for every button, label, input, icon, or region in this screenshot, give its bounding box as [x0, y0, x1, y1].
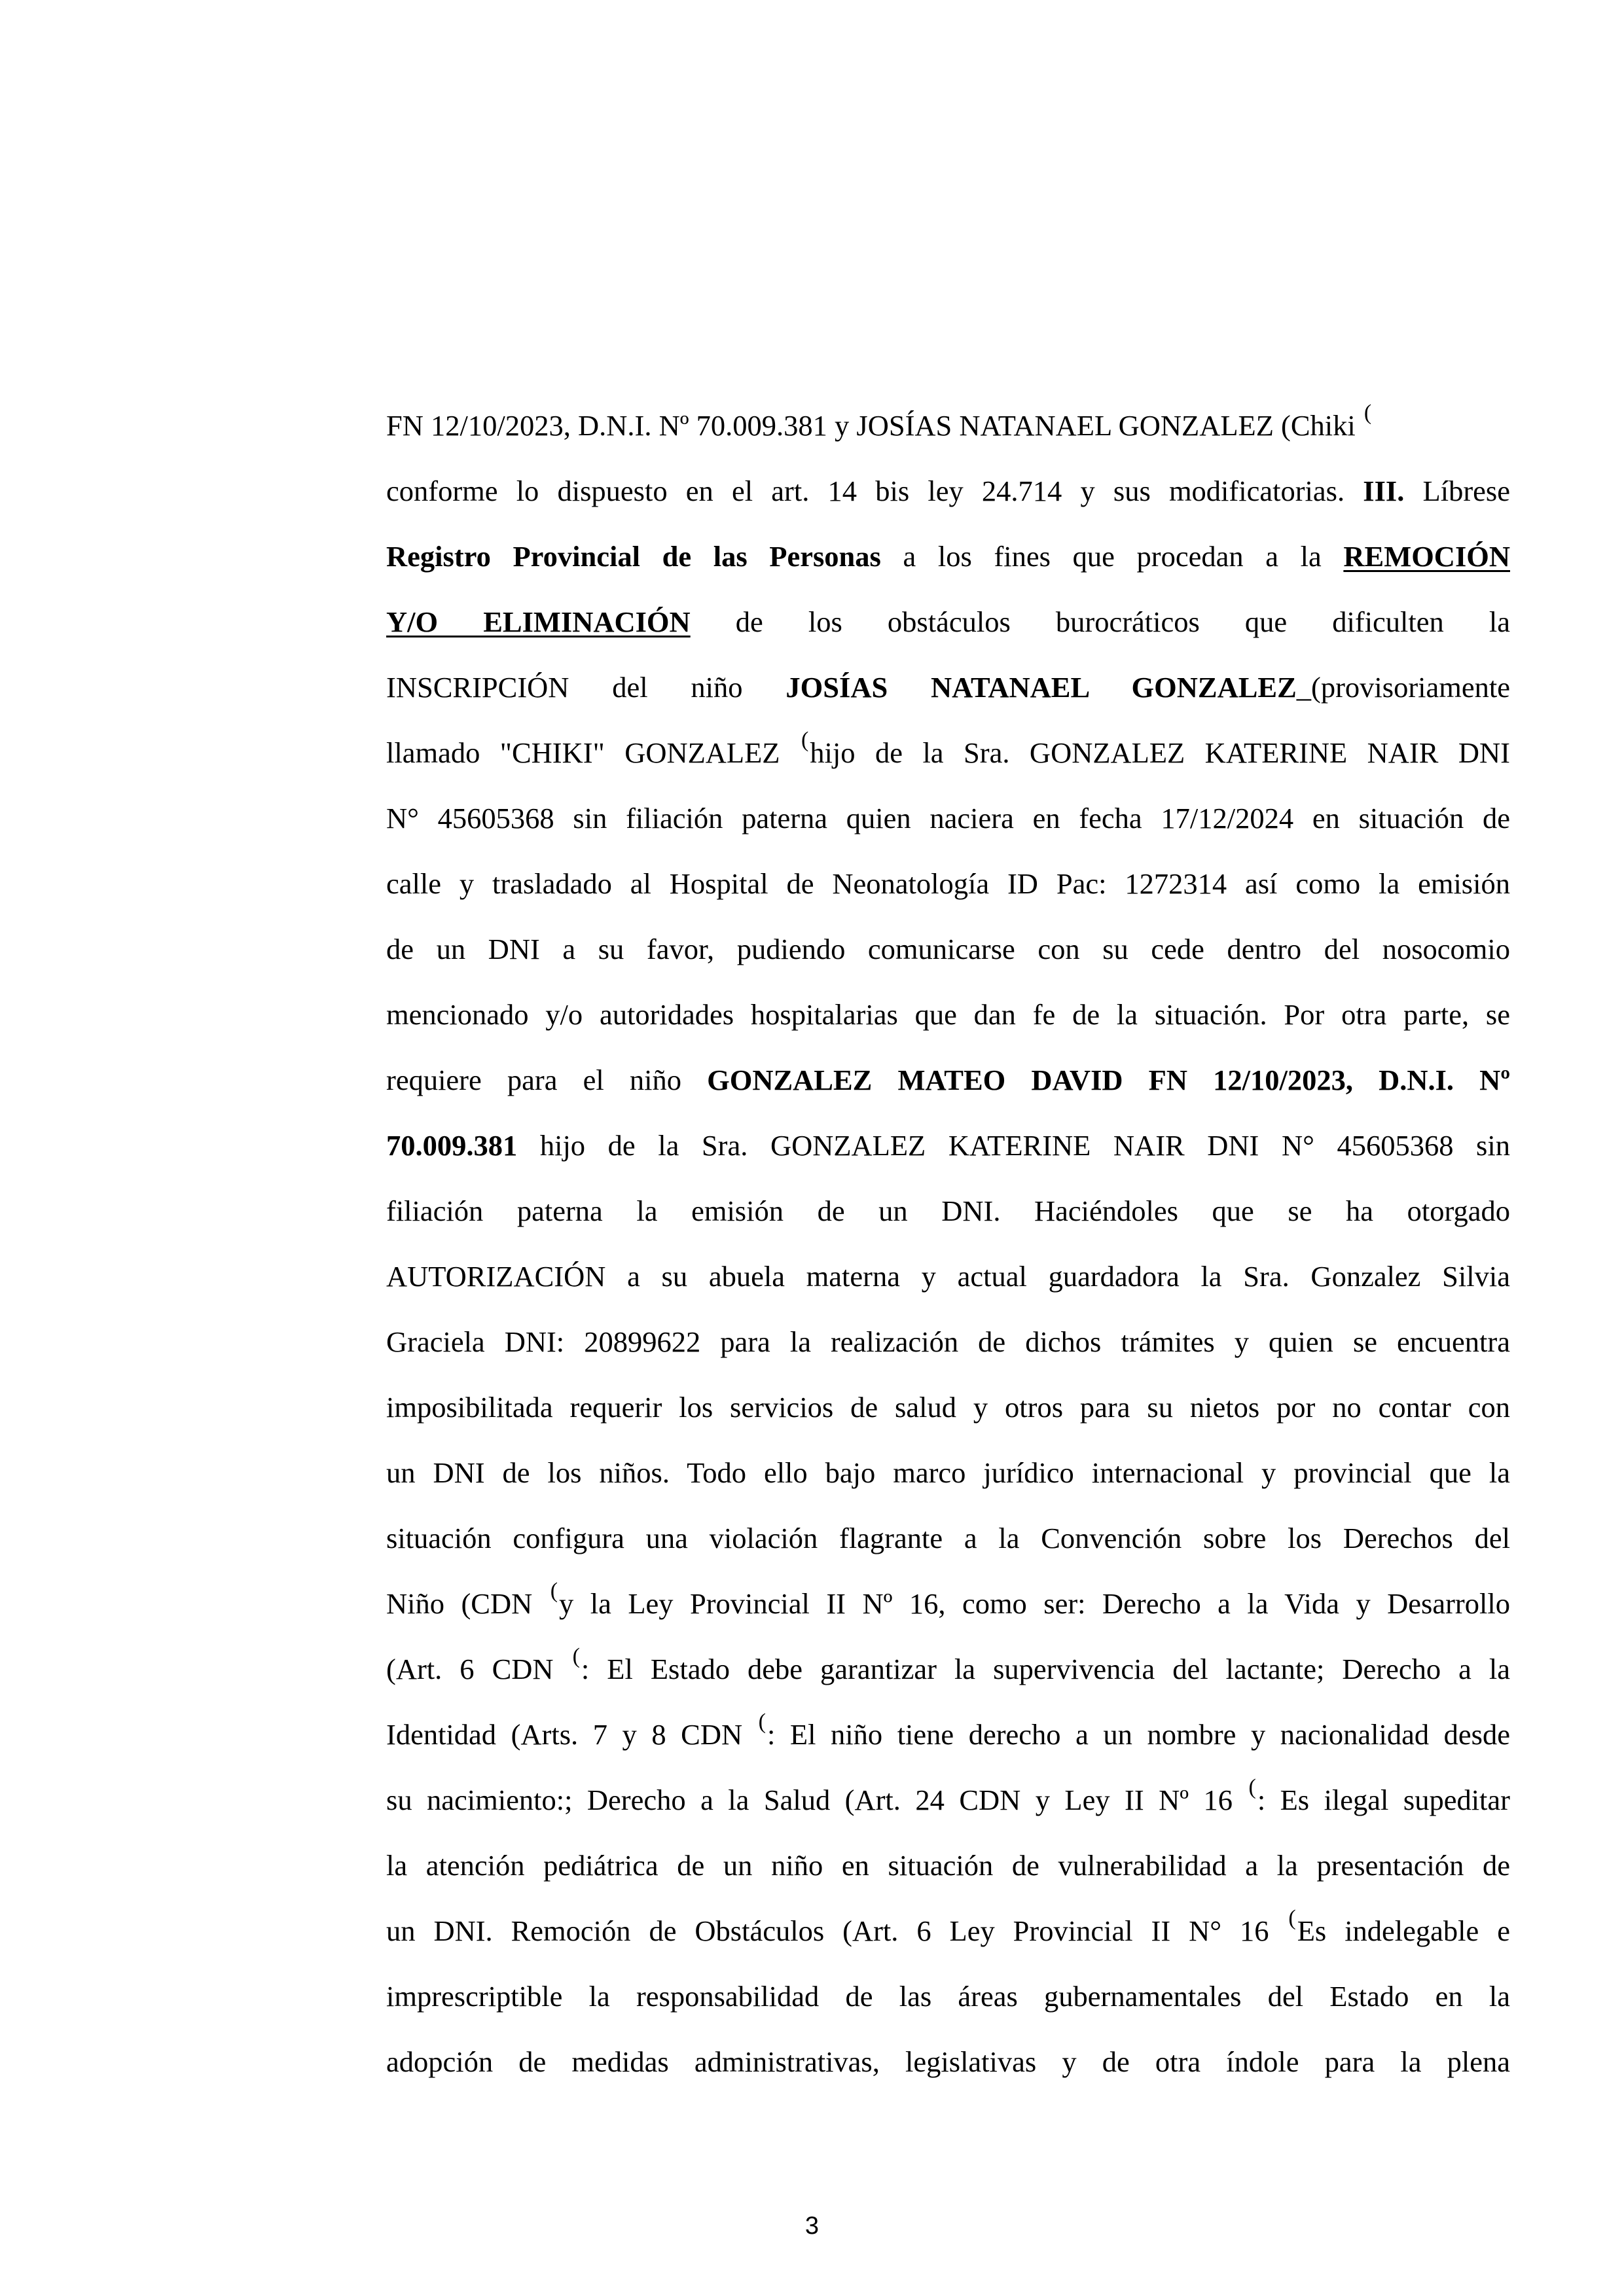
- text-run: y la Ley Provincial II Nº 16, como ser: Derecho a la Vida y Desarrollo: [559, 1587, 1510, 1620]
- footnote-marker: (: [550, 1579, 558, 1603]
- text-line: [386, 1833, 1510, 1898]
- footnote-marker: (: [1248, 1775, 1256, 1799]
- text-line: [386, 524, 1510, 589]
- text-run: N° 45605368 sin filiación paterna quien naciera en fecha 17/12/2024 en situación de: [386, 802, 1510, 834]
- text-run: (Art. 6 CDN: [386, 1653, 571, 1685]
- text-line: [386, 1113, 1510, 1178]
- text-run: Es indelegable e: [1297, 1914, 1510, 1947]
- text-run: AUTORIZACIÓN a su abuela materna y actual guardadora la Sra. Gonzalez Silvia: [386, 1260, 1510, 1293]
- text-run: INSCRIPCIÓN del niño: [386, 671, 786, 704]
- text-line: [386, 1440, 1510, 1505]
- text-line: [386, 916, 1510, 982]
- text-line: [386, 1767, 1510, 1833]
- text-run: Graciela DNI: 20899622 para la realización de dichos trámites y quien se encuentra: [386, 1325, 1510, 1358]
- footnote-marker: (: [1288, 1906, 1296, 1930]
- text-line: [386, 785, 1510, 851]
- footnote-marker: (: [572, 1644, 580, 1668]
- text-run: _(provisoriamente: [1296, 671, 1510, 704]
- text-run: REMOCIÓN: [1343, 540, 1510, 573]
- text-line: [386, 1178, 1510, 1244]
- text-run: Registro Provincial de las Personas: [386, 540, 881, 573]
- page-number: 3: [804, 2212, 820, 2240]
- text-line: [386, 1898, 1510, 1964]
- text-run: Identidad (Arts. 7 y 8 CDN: [386, 1718, 757, 1751]
- footnote-marker: (: [801, 728, 809, 752]
- text-run: situación configura una violación flagrante a la Convención sobre los Derechos del: [386, 1522, 1510, 1554]
- text-run: a los fines que procedan a la: [880, 540, 1344, 573]
- text-line: [386, 2029, 1510, 2094]
- text-run: : El niño tiene derecho a un nombre y nacionalidad desde: [767, 1718, 1510, 1751]
- text-line: [386, 589, 1510, 655]
- text-run: : El Estado debe garantizar la supervivencia del lactante; Derecho a la: [581, 1653, 1510, 1685]
- text-line: [386, 1244, 1510, 1309]
- text-run: hijo de la Sra. GONZALEZ KATERINE NAIR DNI: [810, 736, 1510, 769]
- text-run: de los obstáculos burocráticos que dificulten la: [690, 605, 1510, 638]
- text-line: [386, 393, 1510, 458]
- document-body: [386, 393, 1510, 2094]
- text-run: imposibilitada requerir los servicios de salud y otros para su nietos por no contar con: [386, 1391, 1510, 1424]
- text-run: filiación paterna la emisión de un DNI. Haciéndoles que se ha otorgado: [386, 1194, 1510, 1227]
- footnote-marker: (: [758, 1710, 766, 1734]
- text-run: conforme lo dispuesto en el art. 14 bis ley 24.714 y sus modificatorias.: [386, 475, 1363, 507]
- text-run: mencionado y/o autoridades hospitalarias que dan fe de la situación. Por otra parte, se: [386, 998, 1510, 1031]
- text-run: JOSÍAS NATANAEL GONZALEZ: [785, 671, 1297, 704]
- text-line: [386, 851, 1510, 916]
- text-line: [386, 655, 1510, 720]
- text-run: un DNI. Remoción de Obstáculos (Art. 6 Ley Provincial II N° 16: [386, 1914, 1288, 1947]
- text-line: [386, 1374, 1510, 1440]
- text-run: Líbrese: [1404, 475, 1510, 507]
- text-line: [386, 1047, 1510, 1113]
- text-line: [386, 458, 1510, 524]
- text-run: Niño (CDN: [386, 1587, 549, 1620]
- text-run: de un DNI a su favor, pudiendo comunicarse con su cede dentro del nosocomio: [386, 933, 1510, 965]
- text-run: : Es ilegal supeditar: [1257, 1784, 1510, 1816]
- text-line: [386, 982, 1510, 1047]
- text-line: [386, 1505, 1510, 1571]
- text-run: adopción de medidas administrativas, legislativas y de otra índole para la plena: [386, 2045, 1510, 2078]
- text-line: [386, 1964, 1510, 2029]
- text-run: hijo de la Sra. GONZALEZ KATERINE NAIR DNI N° 45605368 sin: [517, 1129, 1510, 1162]
- text-line: [386, 720, 1510, 785]
- text-run: la atención pediátrica de un niño en situación de vulnerabilidad a la presentación de: [386, 1849, 1510, 1882]
- text-run: calle y trasladado al Hospital de Neonatología ID Pac: 1272314 así como la emisión: [386, 867, 1510, 900]
- text-run: III.: [1363, 475, 1405, 507]
- text-run: FN 12/10/2023, D.N.I. Nº 70.009.381 y JOSÍAS NATANAEL GONZALEZ (Chiki: [386, 409, 1363, 442]
- footnote-marker: (: [1363, 401, 1372, 425]
- text-line: [386, 1636, 1510, 1702]
- text-line: [386, 1702, 1510, 1767]
- text-run: un DNI de los niños. Todo ello bajo marco jurídico internacional y provincial que la: [386, 1456, 1510, 1489]
- text-line: [386, 1309, 1510, 1374]
- text-run: requiere para el niño: [386, 1064, 708, 1096]
- text-run: 70.009.381: [386, 1129, 518, 1162]
- text-run: Y/O ELIMINACIÓN: [386, 605, 691, 638]
- text-run: GONZALEZ MATEO DAVID FN 12/10/2023, D.N.I. Nº: [707, 1064, 1510, 1096]
- text-run: imprescriptible la responsabilidad de las áreas gubernamentales del Estado en la: [386, 1980, 1510, 2013]
- text-line: [386, 1571, 1510, 1636]
- text-run: llamado "CHIKI" GONZALEZ: [386, 736, 800, 769]
- text-run: su nacimiento:; Derecho a la Salud (Art. 24 CDN y Ley II Nº 16: [386, 1784, 1248, 1816]
